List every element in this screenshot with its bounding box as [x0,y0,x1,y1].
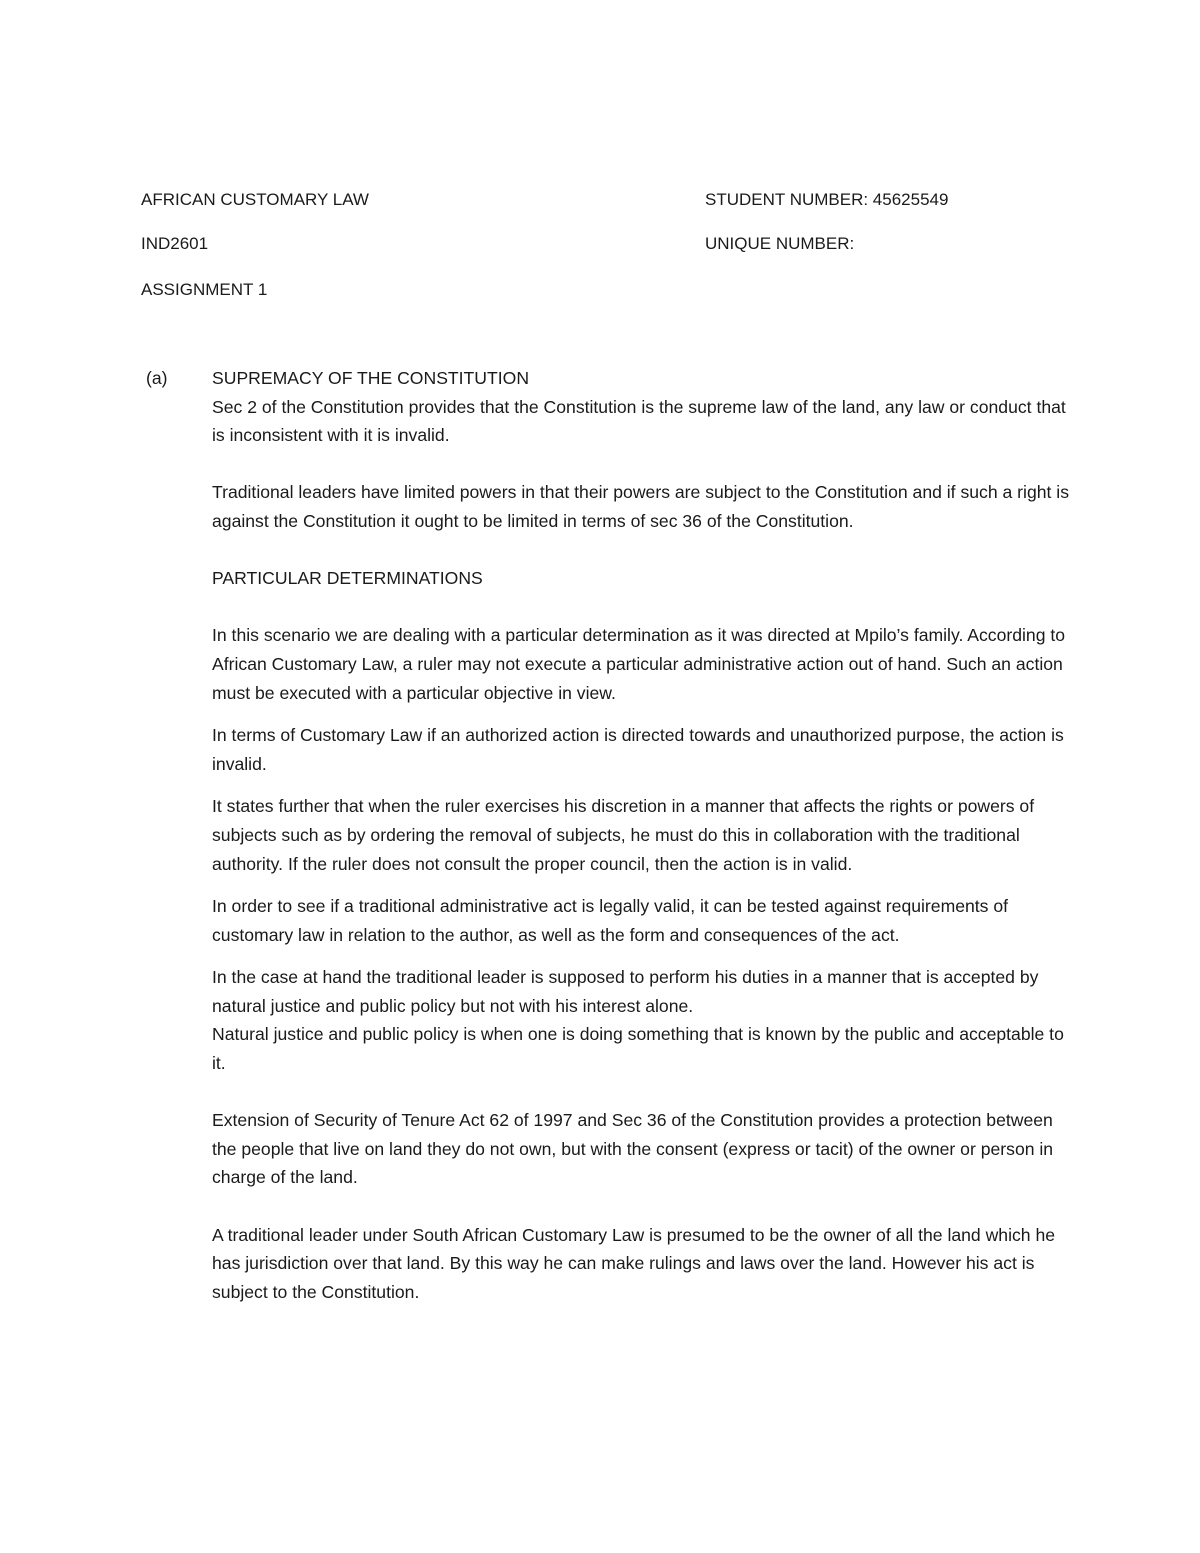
assignment-label: ASSIGNMENT 1 [141,280,268,299]
header-row-2 [141,232,1041,256]
student-number: STUDENT NUMBER: 45625549 [705,190,949,209]
paragraph-4: In terms of Customary Law if an authorized action is directed towards and unauthorized purpose, the action is invalid. [212,725,1064,774]
paragraph-7: In the case at hand the traditional leader is supposed to perform his duties in a manner that is accepted by natural justice and public policy but not with his interest alone. [212,967,1039,1016]
paragraph-10: A traditional leader under South African Customary Law is presumed to be the owner of all the land which he has jurisdiction over that land. By this way he can make rulings and laws over the land. However his act is subject to the Constitution. [212,1224,1056,1302]
course-name: AFRICAN CUSTOMARY LAW [141,190,369,209]
paragraph-1: Sec 2 of the Constitution provides that the Constitution is the supreme law of the land, any law or conduct that is inconsistent with it is invalid. [212,396,1066,446]
subheading-particular-determinations: PARTICULAR DETERMINATIONS [212,568,483,589]
paragraph-6: In order to see if a traditional administrative act is legally valid, it can be tested against requirements of customary law in relation to the author, as well as the form and consequences of the act. [212,896,1009,945]
course-code: IND2601 [141,234,209,253]
section-a [146,364,1072,1306]
paragraph-5: It states further that when the ruler exercises his discretion in a manner that affects the rights or powers of subjects such as by ordering the removal of subjects, he must do this in collaboration with the traditional authority. If the ruler does not consult the proper council, then the action is in valid. [212,796,1035,874]
header-row-3 [141,278,1041,302]
paragraph-3: In this scenario we are dealing with a particular determination as it was directed at Mpilo’s family. According to African Customary Law, a ruler may not execute a particular administrative action out of hand. Such an action must be executed with a particular objective in view. [212,625,1066,703]
header-row-1 [141,188,1041,212]
paragraph-2: Traditional leaders have limited powers in that their powers are subject to the Constitution and if such a right is against the Constitution it ought to be limited in terms of sec 36 of the Constitution. [212,482,1069,531]
unique-number: UNIQUE NUMBER: [705,234,855,253]
section-a-heading [146,364,1072,393]
section-a-title: SUPREMACY OF THE CONSTITUTION [212,368,530,388]
paragraph-9: Extension of Security of Tenure Act 62 of 1997 and Sec 36 of the Constitution provides a protection between the people that live on land they do not own, but with the consent (express or tacit) of the owner or person in charge of the land. [212,1110,1054,1188]
paragraph-8: Natural justice and public policy is when one is doing something that is known by the public and acceptable to it. [212,1024,1064,1074]
section-a-marker: (a) [146,368,168,388]
